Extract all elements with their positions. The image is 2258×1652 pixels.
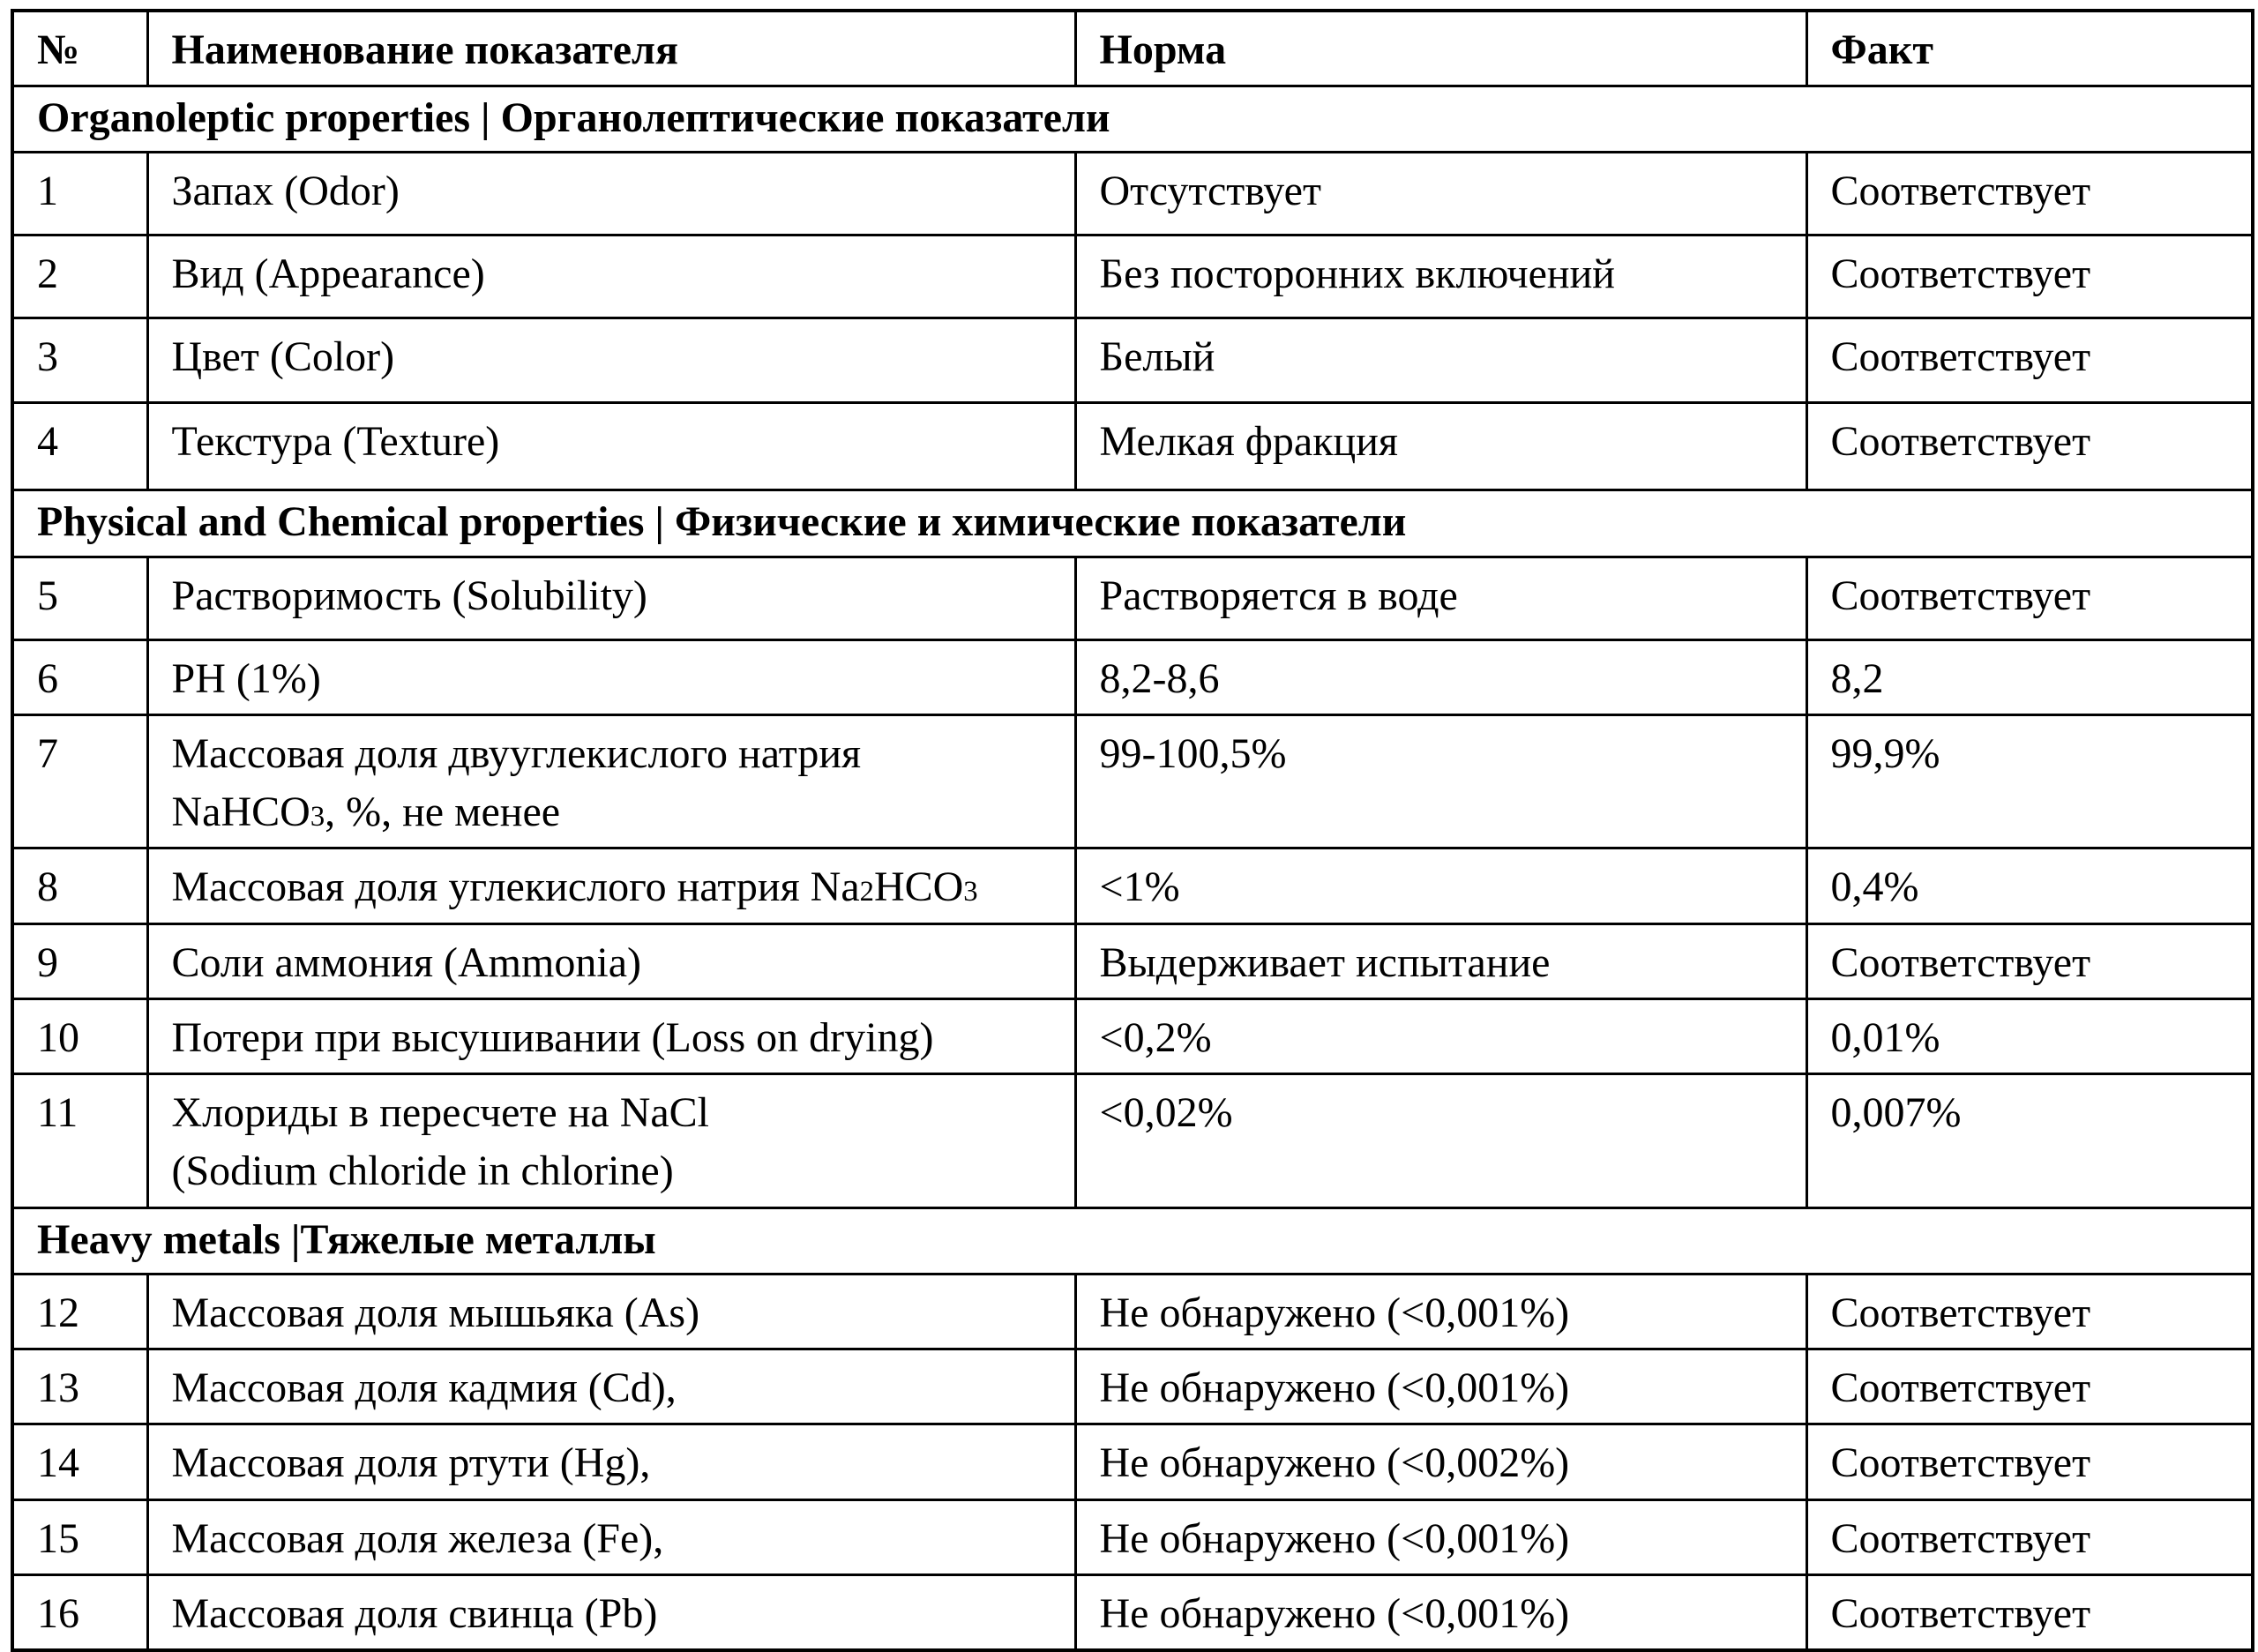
section-label: Organoleptic properties | Органолептические показатели bbox=[12, 86, 2253, 153]
cell-num: 8 bbox=[12, 848, 147, 923]
cell-name: Вид (Appearance) bbox=[147, 235, 1075, 318]
cell-norm: Не обнаружено (<0,001%) bbox=[1075, 1274, 1806, 1349]
cell-fact: 8,2 bbox=[1806, 639, 2253, 714]
cell-num: 6 bbox=[12, 639, 147, 714]
cell-name: Массовая доля свинца (Pb) bbox=[147, 1574, 1075, 1650]
cell-name: Массовая доля ртути (Hg), bbox=[147, 1424, 1075, 1499]
cell-norm: 8,2-8,6 bbox=[1075, 639, 1806, 714]
cell-fact: 99,9% bbox=[1806, 714, 2253, 848]
chemical-formula: HCO bbox=[873, 863, 964, 911]
cell-num: 4 bbox=[12, 403, 147, 490]
table-row-4 bbox=[12, 403, 2253, 490]
cell-fact: Соответствует bbox=[1806, 235, 2253, 318]
table-row-5 bbox=[12, 557, 2253, 639]
header-cell-norm: Норма bbox=[1075, 11, 1806, 86]
cell-norm: Отсутствует bbox=[1075, 153, 1806, 235]
cell-fact: Соответствует bbox=[1806, 1424, 2253, 1499]
section-label: Heavy metals |Тяжелые металлы bbox=[12, 1207, 2253, 1274]
formula-subscript: 3 bbox=[310, 801, 325, 833]
cell-norm: Не обнаружено (<0,001%) bbox=[1075, 1349, 1806, 1424]
cell-norm: 99-100,5% bbox=[1075, 714, 1806, 848]
cell-norm: Не обнаружено (<0,001%) bbox=[1075, 1499, 1806, 1574]
cell-name: Массовая доля железа (Fe), bbox=[147, 1499, 1075, 1574]
cell-name: Массовая доля мышьяка (As) bbox=[147, 1274, 1075, 1349]
table-row-3 bbox=[12, 318, 2253, 403]
cell-num: 2 bbox=[12, 235, 147, 318]
table-row-15 bbox=[12, 1499, 2253, 1574]
cell-norm: Не обнаружено (<0,001%) bbox=[1075, 1574, 1806, 1650]
cell-name: PH (1%) bbox=[147, 639, 1075, 714]
cell-name: Массовая доля кадмия (Cd), bbox=[147, 1349, 1075, 1424]
cell-name: Растворимость (Solubility) bbox=[147, 557, 1075, 639]
section-row-organoleptic bbox=[12, 86, 2253, 153]
cell-name: Соли аммония (Ammonia) bbox=[147, 923, 1075, 998]
cell-fact: Соответствует bbox=[1806, 1574, 2253, 1650]
name-line-2 bbox=[172, 783, 1051, 841]
cell-name: Текстура (Texture) bbox=[147, 403, 1075, 490]
cell-name: Потери при высушивании (Loss on drying) bbox=[147, 998, 1075, 1073]
table-row-10 bbox=[12, 998, 2253, 1073]
cell-num: 3 bbox=[12, 318, 147, 403]
table-row-9 bbox=[12, 923, 2253, 998]
quality-spec-table bbox=[11, 9, 2254, 1652]
cell-num: 10 bbox=[12, 998, 147, 1073]
cell-num: 16 bbox=[12, 1574, 147, 1650]
cell-fact: Соответствует bbox=[1806, 1349, 2253, 1424]
table-row-12 bbox=[12, 1274, 2253, 1349]
section-label: Physical and Chemical properties | Физические и химические показатели bbox=[12, 490, 2253, 557]
section-row-physchem bbox=[12, 490, 2253, 557]
cell-fact: Соответствует bbox=[1806, 153, 2253, 235]
cell-norm: Без посторонних включений bbox=[1075, 235, 1806, 318]
name-line-2: (Sodium chloride in chlorine) bbox=[171, 1147, 674, 1195]
cell-num: 5 bbox=[12, 557, 147, 639]
cell-num: 15 bbox=[12, 1499, 147, 1574]
table-row-14 bbox=[12, 1424, 2253, 1499]
formula-subscript: 3 bbox=[963, 876, 978, 908]
cell-norm: Растворяется в воде bbox=[1075, 557, 1806, 639]
cell-num: 14 bbox=[12, 1424, 147, 1499]
cell-num: 1 bbox=[12, 153, 147, 235]
cell-fact: Соответствует bbox=[1806, 318, 2253, 403]
table-row-11 bbox=[12, 1074, 2253, 1207]
table-row-13 bbox=[12, 1349, 2253, 1424]
cell-num: 9 bbox=[12, 923, 147, 998]
cell-fact: Соответствует bbox=[1806, 557, 2253, 639]
cell-norm: Не обнаружено (<0,002%) bbox=[1075, 1424, 1806, 1499]
cell-name bbox=[147, 1074, 1075, 1207]
header-cell-fact: Факт bbox=[1806, 11, 2253, 86]
cell-norm: Мелкая фракция bbox=[1075, 403, 1806, 490]
cell-fact: 0,4% bbox=[1806, 848, 2253, 923]
header-cell-name: Наименование показателя bbox=[147, 11, 1075, 86]
name-line-1: Массовая доля двууглекислого натрия bbox=[171, 729, 862, 777]
header-cell-num: № bbox=[12, 11, 147, 86]
cell-name: Запах (Odor) bbox=[147, 153, 1075, 235]
formula-subscript: 2 bbox=[859, 876, 874, 908]
cell-num: 12 bbox=[12, 1274, 147, 1349]
name-line-1: Хлориды в пересчете на NaCl bbox=[171, 1089, 710, 1137]
cell-name bbox=[147, 714, 1075, 848]
table-row-6 bbox=[12, 639, 2253, 714]
cell-num: 13 bbox=[12, 1349, 147, 1424]
cell-norm: Белый bbox=[1075, 318, 1806, 403]
cell-fact: Соответствует bbox=[1806, 1274, 2253, 1349]
cell-name bbox=[147, 848, 1075, 923]
cell-fact: Соответствует bbox=[1806, 923, 2253, 998]
cell-num: 11 bbox=[12, 1074, 147, 1207]
cell-norm: <0,2% bbox=[1075, 998, 1806, 1073]
section-row-heavy-metals bbox=[12, 1207, 2253, 1274]
cell-fact: Соответствует bbox=[1806, 403, 2253, 490]
table-row-2 bbox=[12, 235, 2253, 318]
cell-norm: <1% bbox=[1075, 848, 1806, 923]
chemical-formula: NaHCO bbox=[171, 789, 310, 836]
table-header-row bbox=[12, 11, 2253, 86]
table-row-7 bbox=[12, 714, 2253, 848]
table-row-1 bbox=[12, 153, 2253, 235]
cell-fact: Соответствует bbox=[1806, 1499, 2253, 1574]
name-line-2-rest: , %, не менее bbox=[325, 789, 561, 836]
table-row-16 bbox=[12, 1574, 2253, 1650]
cell-norm: Выдерживает испытание bbox=[1075, 923, 1806, 998]
table-row-8 bbox=[12, 848, 2253, 923]
cell-num: 7 bbox=[12, 714, 147, 848]
cell-fact: 0,01% bbox=[1806, 998, 2253, 1073]
cell-name: Цвет (Color) bbox=[147, 318, 1075, 403]
name-text: Массовая доля углекислого натрия Na bbox=[171, 863, 860, 911]
cell-norm: <0,02% bbox=[1075, 1074, 1806, 1207]
cell-fact: 0,007% bbox=[1806, 1074, 2253, 1207]
